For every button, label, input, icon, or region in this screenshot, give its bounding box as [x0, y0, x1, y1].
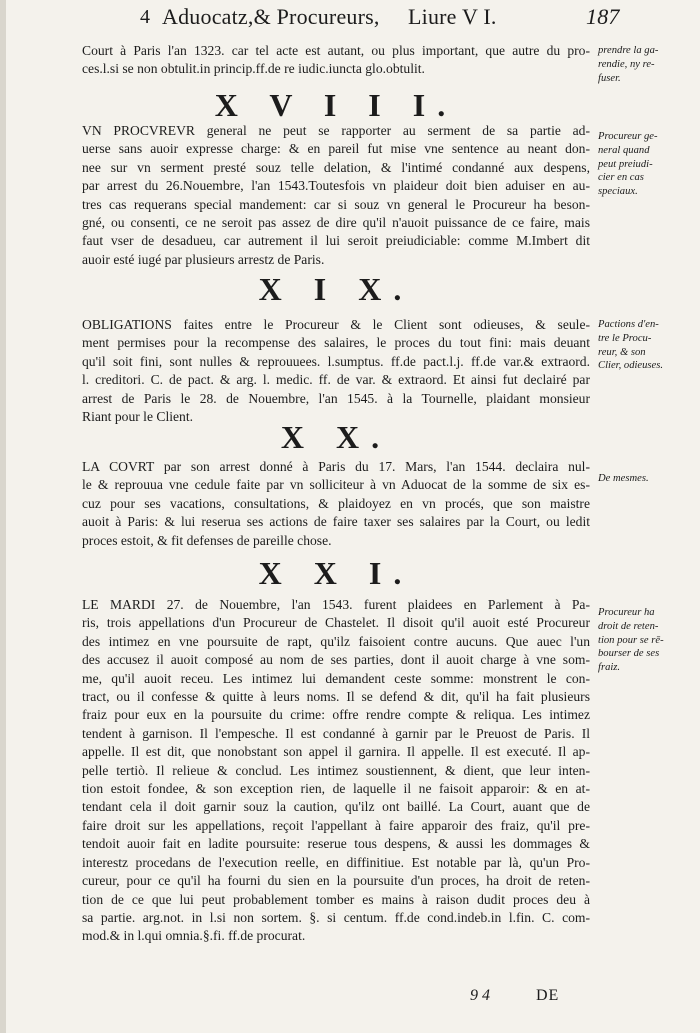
catchword: DE [536, 987, 560, 1004]
text-line: ment permises pour la recompense des salaires, le proces du tout fini: mais deuant [82, 335, 590, 351]
margin-note-line: droit de reten- [598, 620, 659, 632]
text-line: fraiz pour eux en la poursuite du crime: offre rendre compte & reliqua. Les intimez [82, 707, 590, 723]
margin-note-line: cier en cas [598, 172, 644, 184]
paragraph-xx [82, 458, 590, 550]
text-line: uerse sans auoir expresse charge: & en pareil fut mise vne sentence au neant don- [82, 141, 590, 157]
paragraph-continuation [82, 42, 590, 79]
margin-note-line: Procureur ge- [598, 131, 658, 142]
text-line: le & reprouua vne cedule faite par vn solliciteur à vn Aduocat de la somme de six es- [82, 477, 590, 493]
text-line: tendant cela il doit garnir souz la caution, qu'ilz ont baillé. La Court, auant que de [82, 799, 590, 815]
section-heading: X V I I I. [214, 87, 458, 123]
text-line: tract, ou il confesse & quitte à leurs noms. Il se defend & dit, qu'il ha fait plusieurs [82, 689, 590, 705]
text-line: sa partie. arg.not. in l.si non sortem. §. si centum. ff.de cond.indeb.in l.fin. C. com- [82, 909, 590, 925]
text-line: tendent à garnison. Il l'empesche. Il est condanné à garnir par le Preuost de Paris. Il [82, 725, 590, 741]
text-line: arrest de Paris le 28. de Nouembre, l'an 1545. à la Tournelle, plaidant monsieur [82, 390, 590, 406]
text-line: ris, trois appellations d'un Procureur de Chastelet. Il disoit qu'il auoit esté Procureur [82, 615, 590, 631]
margin-note-line: reur, & son [598, 346, 646, 358]
text-line: gné, ou consenti, ce ne seroit pas assez de dire qu'il n'auoit puissance de ce faire, mais [82, 215, 590, 231]
margin-note [598, 130, 694, 199]
text-line: me, qu'il auoit receu. Les intimez lui demandent ceste somme: monstrent le con- [82, 670, 590, 686]
margin-note-line: fuser. [598, 72, 621, 84]
text-line: interestz procedans de l'execution reelle, en diffinitiue. Est notable par là, qu'un Pro- [82, 854, 590, 870]
header-page-number-right: 187 [586, 4, 620, 29]
text-line: qu'il soit fini, sont nulles & reprouuees. l.sumptus. ff.de pact.l.j. ff.de var.& extraord. [82, 353, 590, 369]
section-heading: X X. [280, 419, 392, 455]
text-line: proces estoit, & fit defenses de pareille chose. [82, 532, 332, 548]
text-line: Court à Paris l'an 1323. car tel acte est autant, ou plus important, que autre du pro- [82, 43, 590, 58]
margin-note [598, 44, 694, 85]
page-footer [470, 987, 620, 1011]
margin-note-line: Procureur ha [598, 607, 655, 618]
text-line: tendoit auoir fait en ladite poursuite: reserue tous despens, & aussi les dommages & [82, 836, 590, 852]
text-line: mod.& in l.qui omnia.§.fi. ff.de procurat. [82, 928, 306, 944]
text-line: VN PROCVREVR general ne peut se rapporter au serment de sa partie ad- [82, 123, 590, 138]
paragraph-xix [82, 316, 590, 426]
margin-note [598, 472, 694, 486]
text-line: cureur, pour ce qu'il ha fourni du sien en la poursuite d'un proces, ha droit de reten- [82, 873, 590, 889]
page-gutter [0, 0, 6, 1033]
margin-note-line: neral quand [598, 144, 650, 156]
margin-note-line: fraiz. [598, 662, 621, 674]
margin-note-line: bourser de ses [598, 648, 660, 660]
paragraph-xxi [82, 596, 590, 946]
margin-note-line: tion pour se rē- [598, 634, 664, 646]
text-line: tres cas requerans special mandement: car si souz vn general le Procureur ha beson- [82, 196, 590, 212]
text-line: des accusez il auoit composé au nom de ses parties, dont il auoit charge à vne som- [82, 652, 590, 668]
text-line: ces.l.si se non obtulit.in princip.ff.de re iudic.iuncta glo.obtulit. [82, 61, 425, 77]
paragraph-xviii [82, 122, 590, 269]
header-page-number-left: 4 [140, 6, 151, 28]
text-line: tion de ce que lui peut probablement tomber es mains à raison dudit proces deu à [82, 891, 590, 907]
text-line: appelle. Il est dit, que nonobstant son appel il garnira. Il appelle. Il est executé. Il ap- [82, 744, 590, 760]
text-line: LA COVRT par son arrest donné à Paris du 17. Mars, l'an 1544. declaira nul- [82, 459, 590, 474]
margin-note [598, 606, 694, 675]
text-line: OBLIGATIONS faites entre le Procureur & le Client sont odieuses, & seule- [82, 317, 590, 332]
margin-note-line: tre le Procu- [598, 332, 652, 344]
text-line: pelle tertiò. Il relieue & conclud. Les intimez soustiennent, & dient, que leur inten- [82, 762, 590, 778]
running-title: Aduocatz,& Procureurs, [162, 4, 380, 29]
section-heading: X X I. [258, 555, 414, 591]
margin-note-line: prendre la ga- [598, 45, 659, 56]
signature-mark: 9 4 [470, 987, 490, 1004]
text-line: LE MARDI 27. de Nouembre, l'an 1543. furent plaidees en Parlement à Pa- [82, 597, 590, 612]
text-line: auoir esté iugé par plusieurs arrestz de Paris. [82, 251, 325, 267]
margin-note-line: De mesmes. [598, 473, 649, 484]
margin-note [598, 318, 694, 373]
book-label: Liure V I. [408, 4, 497, 29]
text-line: par arrest du 26.Nouembre, l'an 1543.Toutesfois vn plaideur doit bien aduiser en au- [82, 178, 590, 194]
text-line: cuz pour ses vacations, consultations, & plaidoyez en vn procés, que son maistre [82, 495, 590, 511]
text-line: Riant pour le Client. [82, 409, 194, 425]
margin-note-line: speciaux. [598, 186, 638, 198]
running-header [140, 2, 630, 32]
text-line: des intimez en vne poursuite de rapt, qu'ilz faisoient contre aucuns. Que auec l'un [82, 633, 590, 649]
margin-note-line: rendie, ny re- [598, 58, 655, 70]
text-line: faut vser de desadueu, car autrement il lui seroit preiudiciable: comme M.Imbert dit [82, 233, 590, 249]
text-line: tion estoit fondee, & son exception rien, de laquelle il ne faisoit apparoir: & en at- [82, 781, 590, 797]
margin-note-line: Pactions d'en- [598, 319, 659, 330]
text-line: nee sur vn serment presté souz telle delation, & l'intimé condanné aux despens, [82, 159, 590, 175]
margin-note-line: Clier, odieuses. [598, 360, 664, 372]
section-heading: X I X. [258, 271, 414, 307]
text-line: faire droit sur les appellations, reçoit l'appellant à faire apparoir des fraiz, qu'il pre- [82, 817, 590, 833]
text-line: auoit à Paris: & lui reserua ses actions de faire taxer ses salaires par la Court, ou ledit [82, 514, 590, 530]
margin-note-line: peut preiudi- [598, 158, 653, 170]
text-line: l. creditori. C. de pact. & arg. l. medic. ff. de var. & extraord. Et ainsi fut declairé par [82, 372, 590, 388]
